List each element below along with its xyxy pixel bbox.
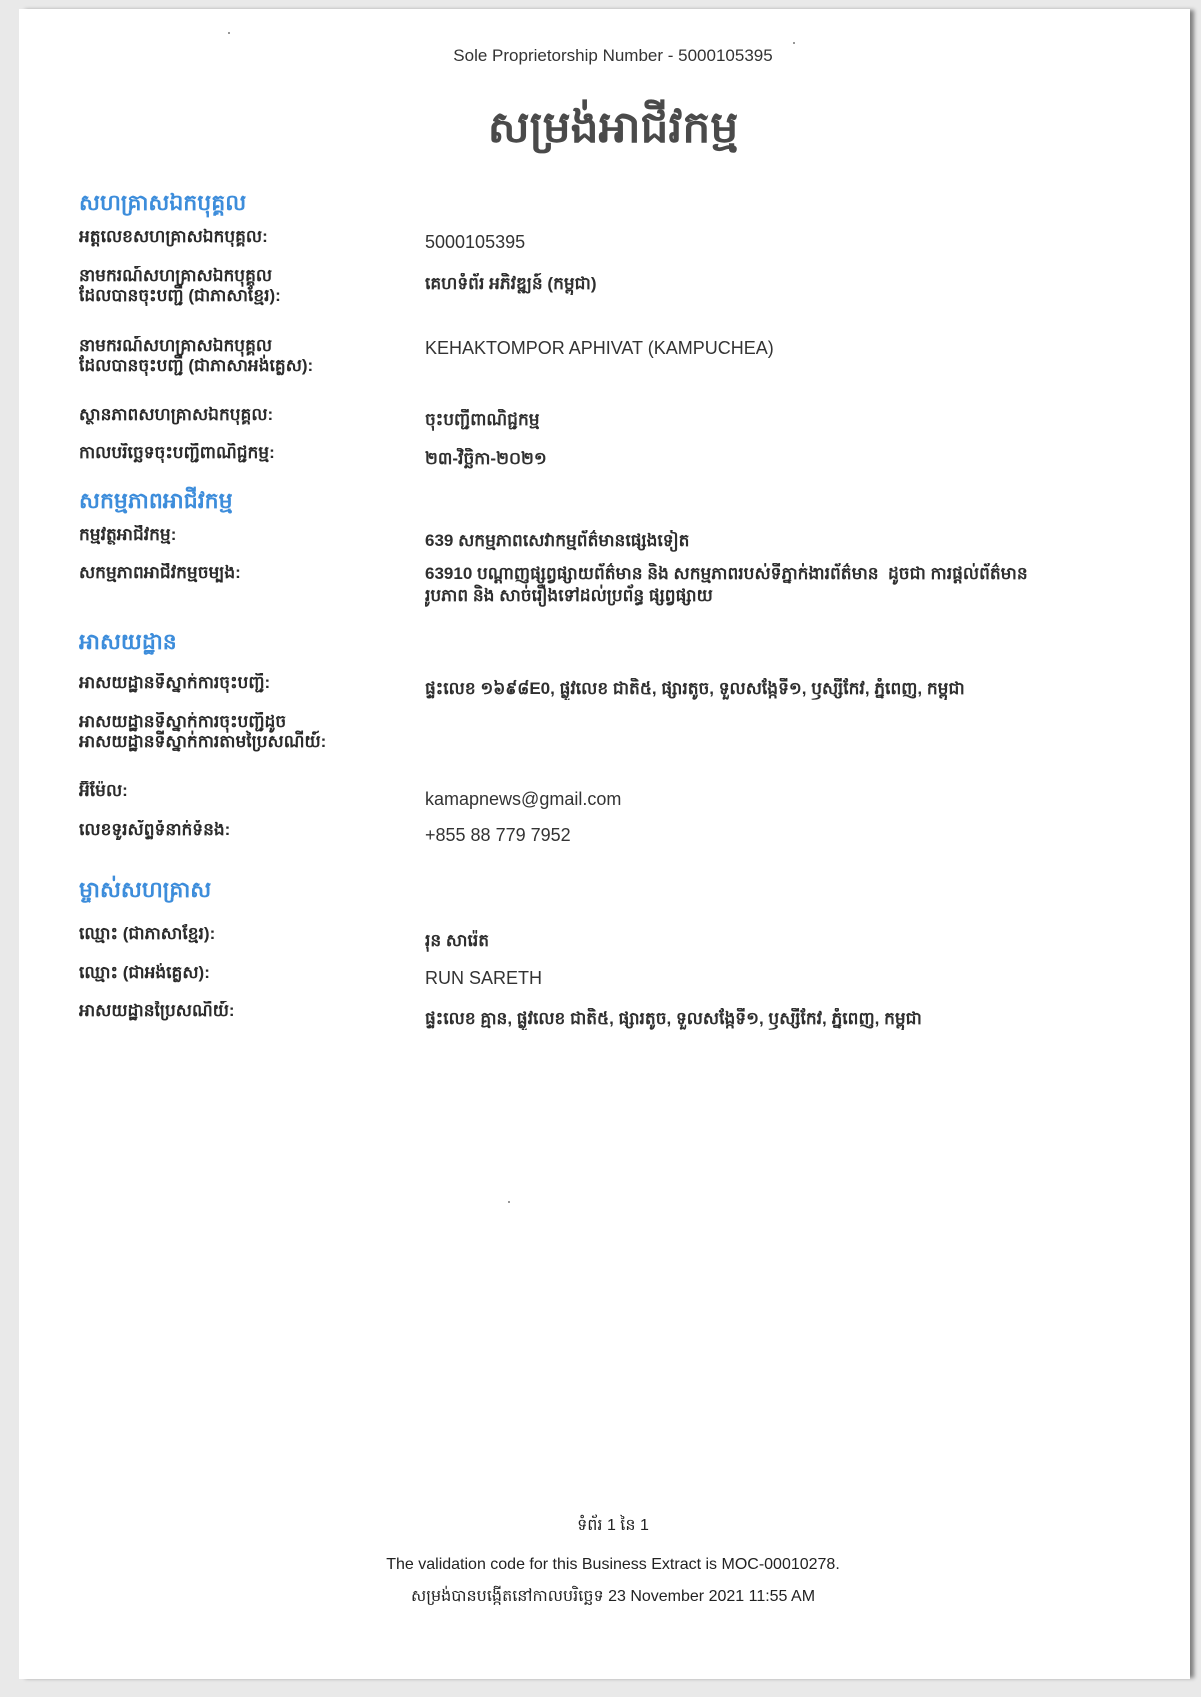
page-number: ទំព័រ 1 នៃ 1: [577, 1517, 649, 1534]
section-heading-address: អាសយដ្ឋាន: [79, 629, 177, 654]
section-heading-sole-proprietorship: សហគ្រាសឯកបុគ្គល: [79, 190, 247, 215]
registration-date-value: ២៣-វិច្ឆិកា-២០២១: [425, 449, 547, 468]
phone-value: +855 88 779 7952: [425, 825, 571, 845]
owner-name-khmer-value: រុន សារ៉េត: [425, 931, 490, 950]
document-title: សម្រង់អាជីវកម្ម: [487, 103, 739, 152]
scan-speck: [508, 1201, 510, 1203]
business-objective-label: កម្មវត្ថុអាជីវកម្ម:: [79, 525, 177, 544]
owner-name-english-value: RUN SARETH: [425, 968, 543, 988]
registered-office-label: អាសយដ្ឋានទីស្នាក់ការចុះបញ្ជី:: [79, 673, 271, 692]
registered-office-value: ផ្ទះលេខ ១៦៩៨E0, ផ្លូវលេខ ជាតិ៥, ផ្សារតូច, ទួលសង្កែទី១, ឫស្សីកែវ, ភ្នំពេញ, កម្ពុជា: [425, 679, 965, 698]
owner-postal-address-value: ផ្ទះលេខ គ្មាន, ផ្លូវលេខ ជាតិ៥, ផ្សារតូច, ទួលសង្កែទី១, ឫស្សីកែវ, ភ្នំពេញ, កម្ពុជា: [425, 1009, 922, 1028]
registration-date-label: កាលបរិច្ឆេទចុះបញ្ជីពាណិជ្ជកម្ម:: [79, 443, 275, 462]
main-activity-value: 63910 បណ្តាញផ្សព្វផ្សាយព័ត៌មាន និង សកម្មភាពរបស់ទីភ្នាក់ងារព័ត៌មាន ដូចជា ការផ្តល់ព័ត៌មាន រូបភាព និង សាច់រឿងទៅដល់ប្រព័ន្ធ ផ្សព្វផ្សាយ: [425, 564, 1028, 605]
owner-name-khmer-label: ឈ្មោះ (ជាភាសាខ្មែរ):: [79, 924, 216, 943]
email-label: អ៊ីម៉ែល:: [79, 781, 128, 800]
document-page: [19, 9, 1190, 1679]
section-heading-business-activities: សកម្មភាពអាជីវកម្ម: [79, 488, 233, 513]
generated-timestamp: សម្រង់បានបង្កើតនៅកាលបរិច្ឆេទ 23 November 2021 11:55 AM: [410, 1588, 816, 1605]
owner-postal-address-label: អាសយដ្ឋានប្រៃសណីយ៍:: [79, 1001, 235, 1020]
name-english-value: KEHAKTOMPOR APHIVAT (KAMPUCHEA): [425, 338, 774, 358]
phone-label: លេខទូរស័ព្ទទំនាក់ទំនង:: [79, 820, 231, 839]
business-objective-value: 639 សកម្មភាពសេវាកម្មព័ត៌មានផ្សេងទៀត: [425, 531, 690, 550]
validation-code: The validation code for this Business Extract is MOC-00010278.: [386, 1556, 840, 1573]
postal-same-as-registered-label: អាសយដ្ឋានទីស្នាក់ការចុះបញ្ជីដូច អាសយដ្ឋានទីស្នាក់ការតាមប្រៃសណីយ៍:: [79, 712, 327, 751]
scan-speck: [228, 32, 230, 34]
proprietorship-id-label: អត្តលេខសហគ្រាសឯកបុគ្គល:: [79, 227, 268, 246]
status-label: ស្ថានភាពសហគ្រាសឯកបុគ្គល:: [79, 405, 274, 424]
name-khmer-value: គេហទំព័រ អភិវឌ្ឍន៍ (កម្ពុជា): [425, 274, 597, 293]
scan-speck: [793, 42, 795, 44]
main-activity-label: សកម្មភាពអាជីវកម្មចម្បង:: [79, 563, 241, 582]
name-english-label: នាមករណ៍សហគ្រាសឯកបុគ្គល ដែលបានចុះបញ្ជី (ជាភាសាអង់គ្លេស):: [79, 336, 314, 375]
email-value: kamapnews@gmail.com: [425, 789, 622, 809]
status-value: ចុះបញ្ជីពាណិជ្ជកម្ម: [425, 410, 540, 429]
proprietorship-id-value: 5000105395: [425, 232, 526, 252]
section-heading-owner: ម្ចាស់សហគ្រាស: [79, 877, 212, 902]
name-khmer-label: នាមករណ៍សហគ្រាសឯកបុគ្គល ដែលបានចុះបញ្ជី (ជាភាសាខ្មែរ):: [79, 266, 281, 305]
sole-proprietorship-number: Sole Proprietorship Number - 5000105395: [453, 46, 773, 65]
owner-name-english-label: ឈ្មោះ (ជាអង់គ្លេស):: [79, 963, 210, 982]
